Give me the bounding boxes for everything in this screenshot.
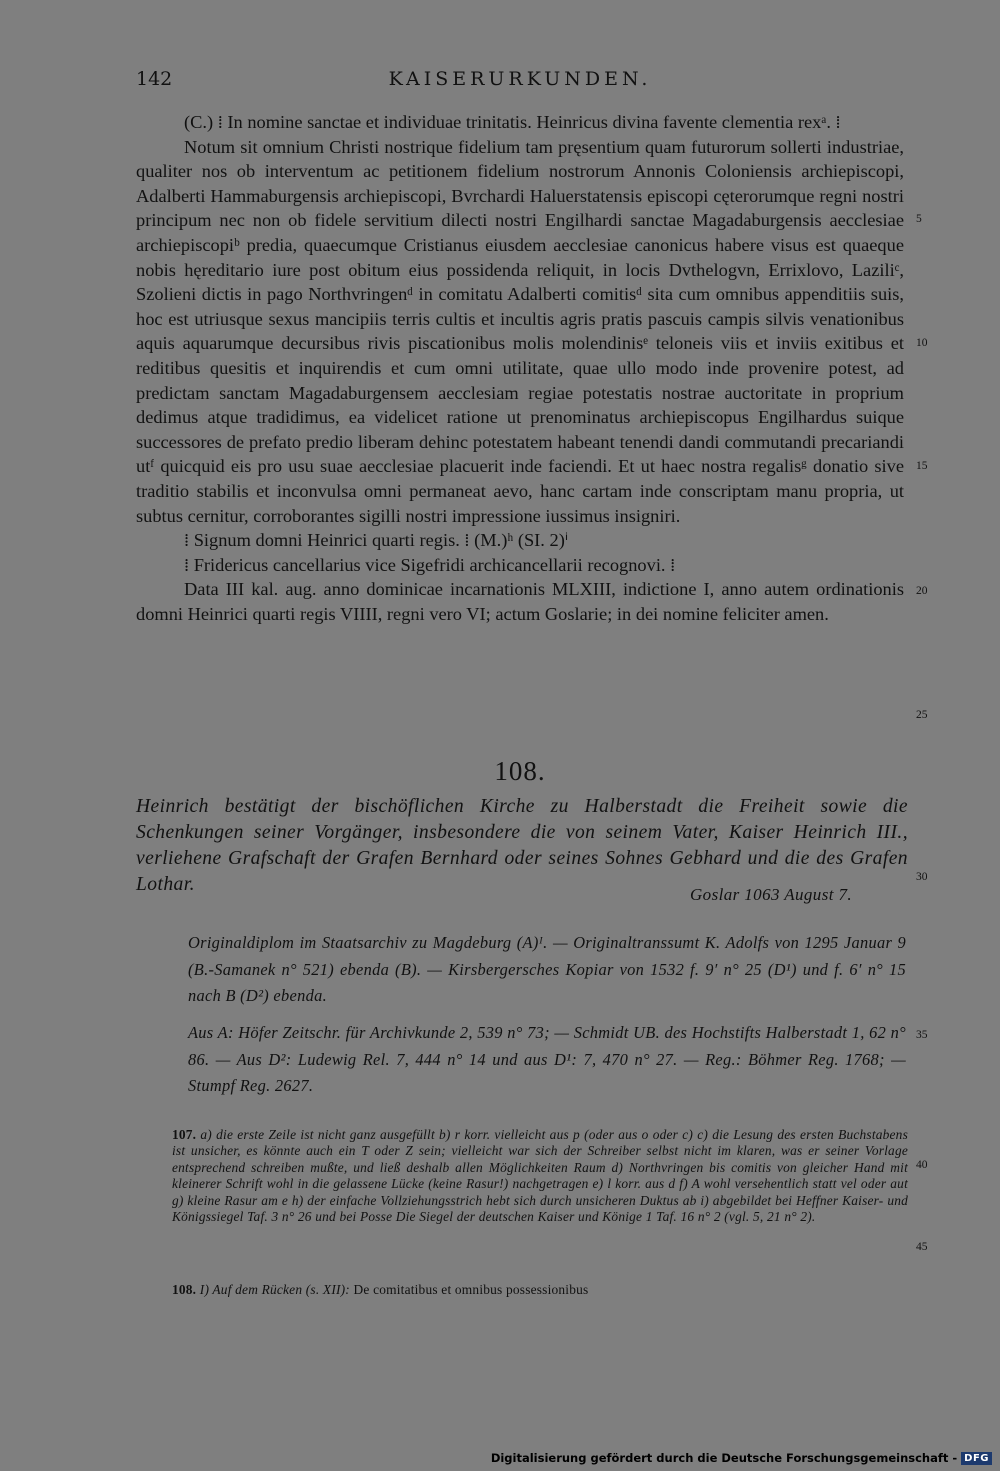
footnote-label: 107.	[172, 1127, 197, 1142]
regest-summary: Heinrich bestätigt der bischöflichen Kirche zu Halberstadt die Freiheit sowie die Schenkungen seiner Vorgänger, insbesondere die von seinem Vater, Kaiser Heinrich III., verliehene Grafschaft der Grafen Bernhard oder seines Sohnes Gebhard und die des Grafen Lothar.	[136, 796, 908, 895]
footnote-label: 108.	[172, 1282, 197, 1297]
footnote-prefix: I) Auf dem Rücken (s. XII):	[199, 1282, 350, 1297]
footnote-text: a) die erste Zeile ist nicht ganz ausgefüllt b) r korr. vielleicht aus p (oder aus o oder c) c) die Lesung des ersten Buchstabens ist unsicher, es könnte auch ein T oder Z sein; vielleicht war sich der Schreiber selbst nicht im klaren, was er seiner Vorlage entsprechend schreiben mußte, und ließ deshalb allen Möglichkeiten Raum d) Northvringen bis comitis von gleicher Hand mit kleinerer Schrift wohl in die gelassene Lücke (keine Rasur!) nachgetragen e) l korr. aus d f) A wohl versehentlich statt vel oder aut g) kleine Rasur am e h) der einfache Vollziehungsstrich hebt sich durch unsicheren Duktus ab i) abgebildet bei Heffner Kaiser- und Königssiegel Taf. 3 n° 26 und bei Posse Die Siegel der deutschen Kaiser und Könige 1 Taf. 16 n° 2 (vgl. 5, 21 n° 2).	[172, 1127, 908, 1225]
line-number: 15	[916, 460, 928, 472]
footnotes-107	[172, 1127, 908, 1225]
charter-number: 108.	[494, 756, 546, 786]
charter-date: Goslar 1063 August 7.	[690, 885, 853, 904]
page-number: 142	[136, 68, 173, 90]
footnote-text: De comitatibus et omnibus possessionibus	[353, 1282, 589, 1297]
main-text-paragraph: Notum sit omnium Christi nostrique fidelium tam pręsentium quam futurorum sollerti industriae, qualiter nos ob interventum ac petitionem fidelium nostrorum Annonis Coloniensis archiepiscopi, Adalberti Hammaburgensis archiepiscopi, Bvrchardi Haluerstatensis episcopi cęterorumque regni nostri principum nec non ob fidele servitium dilecti nostri Engilhardi sanctae Magadaburgensis aecclesiae archiepiscopiᵇ predia, quaecumque Cristianus eiusdem aecclesiae canonicus habere visus est quaeque nobis hęreditario iure post obitum eius possidenda reliquit, in locis Dvthelogvn, Errixlovo, Laziliᶜ, Szolieni dictis in pago Northvringenᵈ in comitatu Adalberti comitisᵈ sita cum omnibus appenditiis suis, hoc est utriusque sexus mancipiis terris cultis et incultis agris pratis pascuis campis silvis venationibus aquis aquarumque decursibus rivis piscationibus molis molendinisᵉ teloneis viis et inviis exitibus et reditibus quesitis et inquirendis et cum omni utilitate, quae ullo modo inde provenire potest, ad predictam sanctam Magadaburgensem aecclesiam regiae potestatis nostrae auctoritate in proprium dedimus atque tradidimus, ea videlicet ratione ut prenominatus archiepiscopus Engilhardus suique successores de prefato predio liberam dehinc potestatem habeant tenendi dandi commutandi precariandi utᶠ quicquid eis pro usu suae aecclesiae placuerit inde faciendi. Et ut haec nostra regalisᵍ donatio sive traditio stabilis et inconvulsa omni permaneat aevo, hanc cartam inde conscriptam manu propria, ut subtus cernitur, corroborantes sigilli nostri impressione iussimus insigniri.	[136, 136, 904, 526]
line-number: 30	[916, 871, 928, 883]
dating-paragraph: Data III kal. aug. anno dominicae incarnationis MLXIII, indictione I, anno autem ordinationis domni Heinrici quarti regis VIIII, regni vero VI; actum Goslarie; in dei nomine feliciter amen.	[136, 579, 904, 624]
recognition-line: ⁞ Fridericus cancellarius vice Sigefridi archicancellarii recognovi. ⁞	[184, 554, 676, 575]
running-title: KAISERURKUNDEN.	[388, 68, 652, 90]
charter-107-text	[136, 110, 904, 626]
funding-text: Digitalisierung gefördert durch die Deutsche Forschungsgemeinschaft -	[490, 1451, 958, 1465]
line-number: 25	[916, 709, 928, 721]
tradition-note: Originaldiplom im Staatsarchiv zu Magdeburg (A)ᴵ. — Originaltranssumt K. Adolfs von 1295 Januar 9 (B.-Samanek n° 521) ebenda (B). — Kirsbergersches Kopiar von 1532 f. 9′ n° 25 (D¹) und f. 6′ n° 15 nach B (D²) ebenda.	[188, 933, 906, 1005]
line-number: 45	[916, 1241, 928, 1253]
signum-line: ⁞ Signum domni Heinrici quarti regis. ⁞ (M.)ʰ (SI. 2)ⁱ	[184, 530, 569, 551]
running-header	[136, 68, 904, 94]
line-number: 40	[916, 1159, 928, 1171]
invocation-paragraph: (C.) ⁞ In nomine sanctae et individuae trinitatis. Heinricus divina favente clementia rexᵃ. ⁞	[184, 112, 841, 132]
dfg-logo: DFG	[961, 1452, 992, 1465]
footnotes-108	[172, 1282, 908, 1298]
line-number: 20	[916, 585, 928, 597]
editions-note: Aus A: Höfer Zeitschr. für Archivkunde 2, 539 n° 73; — Schmidt UB. des Hochstifts Halberstadt 1, 62 n° 86. — Aus D²: Ludewig Rel. 7, 444 n° 14 und aus D¹: 7, 470 n° 27. — Reg.: Böhmer Reg. 1768; — Stumpf Reg. 2627.	[188, 1023, 906, 1095]
line-number: 35	[916, 1029, 928, 1041]
funding-footer	[491, 1448, 992, 1468]
line-number: 5	[916, 213, 922, 225]
line-number: 10	[916, 337, 928, 349]
